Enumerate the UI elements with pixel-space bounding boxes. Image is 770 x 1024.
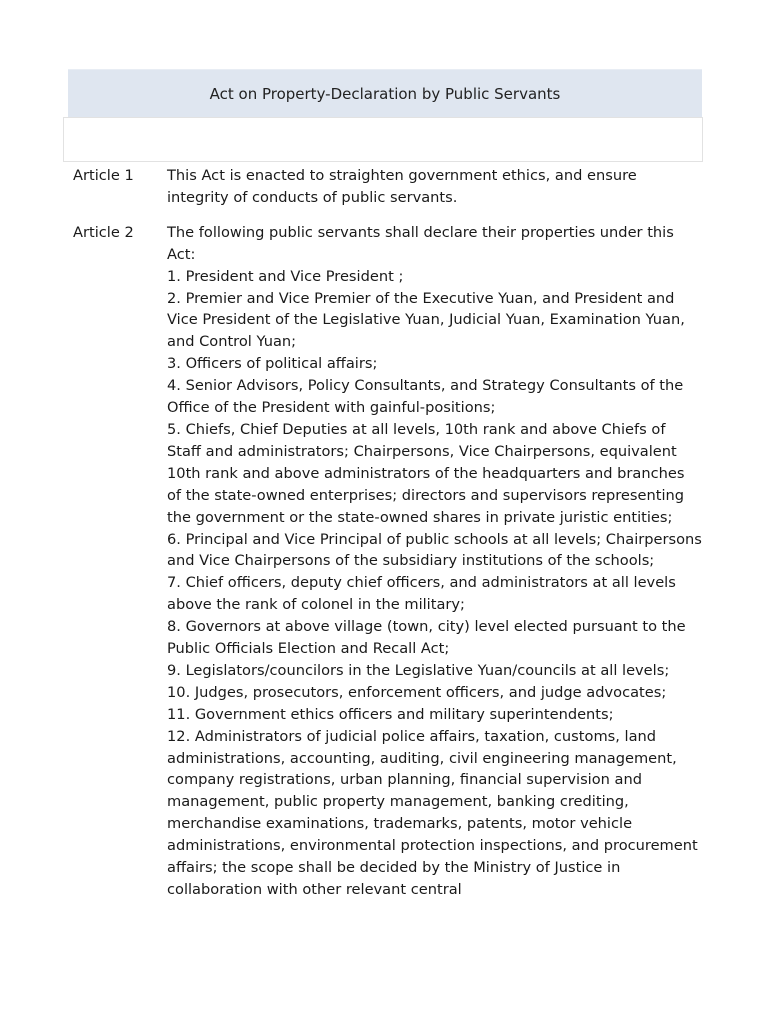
list-item: 12. Administrators of judicial police affairs, taxation, customs, land administrations, accounting, auditing, civil engineering management, company registrations, urban planning, financial supervision and management, public property management, banking crediting, merchandise examinations, trademarks, patents, motor vehicle administrations, environmental protection inspections, and procurement affairs; the scope shall be decided by the Ministry of Justice in collaboration with other relevant central <box>167 727 698 898</box>
list-item: 3. Officers of political affairs; <box>167 355 378 373</box>
document-title: Act on Property-Declaration by Public Servants <box>209 84 561 103</box>
blank-header-row <box>63 117 703 162</box>
article-2 <box>73 222 703 901</box>
article-1 <box>73 165 703 209</box>
article-body <box>167 165 703 209</box>
article-number: Article 2 <box>73 223 134 241</box>
article-text: The following public servants shall declare their properties under this Act: <box>167 223 674 263</box>
article-body <box>167 222 703 901</box>
list-item: 4. Senior Advisors, Policy Consultants, and Strategy Consultants of the Office of the President with gainful-positions; <box>167 377 684 417</box>
list-item: 8. Governors at above village (town, city) level elected pursuant to the Public Officials Election and Recall Act; <box>167 618 686 658</box>
article-number: Article 1 <box>73 167 134 184</box>
list-item: 2. Premier and Vice Premier of the Executive Yuan, and President and Vice President of the Legislative Yuan, Judicial Yuan, Examination Yuan, and Control Yuan; <box>167 289 685 351</box>
article-text: This Act is enacted to straighten government ethics, and ensure integrity of conducts of public servants. <box>167 167 637 206</box>
list-item: 10. Judges, prosecutors, enforcement officers, and judge advocates; <box>167 683 667 701</box>
list-item: 1. President and Vice President ; <box>167 267 404 285</box>
list-item: 5. Chiefs, Chief Deputies at all levels, 10th rank and above Chiefs of Staff and administrators; Chairpersons, Vice Chairpersons, equivalent 10th rank and above administrators of the headquarters and branches of the state-owned enterprises; directors and supervisors representing the government or the state-owned shares in private juristic entities; <box>167 420 685 526</box>
articles-list <box>73 165 703 914</box>
document-title-bar <box>68 69 702 117</box>
list-item: 11. Government ethics officers and military superintendents; <box>167 705 614 723</box>
list-item: 6. Principal and Vice Principal of public schools at all levels; Chairpersons and Vice Chairpersons of the subsidiary institutions of the schools; <box>167 530 702 570</box>
list-item: 9. Legislators/councilors in the Legislative Yuan/councils at all levels; <box>167 661 670 679</box>
list-item: 7. Chief officers, deputy chief officers, and administrators at all levels above the rank of colonel in the military; <box>167 574 676 614</box>
